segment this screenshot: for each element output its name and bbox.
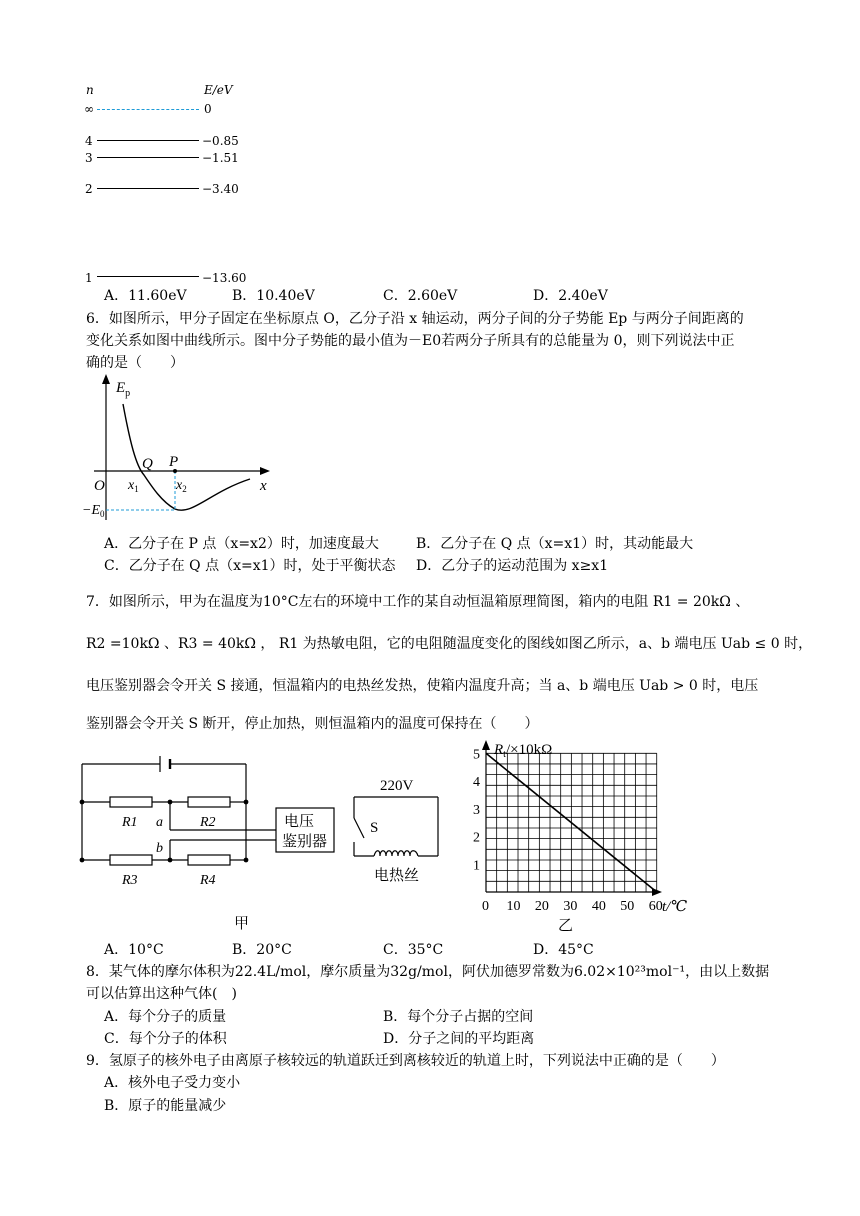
x-tick-label: 30 <box>563 899 578 914</box>
r3-label: R3 <box>122 873 138 888</box>
energy-axis-label: E/eV <box>204 83 233 97</box>
graph-y-arrow <box>482 740 490 750</box>
x-tick-label: 20 <box>534 899 549 914</box>
x1-label: $x_1$ <box>128 478 139 494</box>
option-letter: C． <box>383 942 408 958</box>
y-axis-label: $E_p$ <box>116 380 131 399</box>
x-tick-label: 10 <box>506 899 521 914</box>
option-text: 2.60eV <box>407 288 458 304</box>
level-line-2 <box>97 188 199 189</box>
level-line-4 <box>97 140 199 141</box>
option-text: 20°C <box>256 942 292 958</box>
point-p-label: P <box>169 454 179 470</box>
q7-option-d[interactable] <box>533 940 594 960</box>
r1-label: R1 <box>122 815 138 830</box>
q6-option-b[interactable]: B．乙分子在 Q 点（x=x1）时，其动能最大 <box>416 536 694 552</box>
n-axis-label: n <box>86 83 94 97</box>
option-letter: B． <box>232 942 257 958</box>
voltage-label: 220V <box>380 778 414 794</box>
circuit-caption: 甲 <box>234 916 250 932</box>
q8-option-d[interactable]: D．分子之间的平均距离 <box>383 1031 535 1047</box>
resistor-r1 <box>110 797 152 807</box>
q7-option-b[interactable] <box>232 940 292 960</box>
q9-stem: 9．氢原子的核外电子由离原子核较远的轨道跃迁到离核较近的轨道上时，下列说法中正确的是（ ） <box>86 1053 725 1069</box>
level-e-3: −1.51 <box>202 151 239 165</box>
level-e-2: −3.40 <box>202 182 239 196</box>
q5-option-b[interactable] <box>232 286 315 306</box>
q7-stem-line-2: R2 =10kΩ 、R3 = 40kΩ ， R1 为热敏电阻，它的电阻随温度变化的图线如图乙所示，a、b 端电压 Uab ≤ 0 时， <box>86 636 813 652</box>
q6-option-c[interactable]: C．乙分子在 Q 点（x=x1）时，处于平衡状态 <box>104 558 396 574</box>
heater-coil <box>374 851 418 856</box>
graph-y-label: $R_t/\times 10k\Omega$ <box>494 742 553 760</box>
level-e-4: −0.85 <box>202 134 239 148</box>
q7-stem-line-3: 电压鉴别器会令开关 S 接通，恒温箱内的电热丝发热，使箱内温度升高；当 a、b 端电压 Uab > 0 时，电压 <box>86 678 759 694</box>
q5-option-c[interactable] <box>383 286 457 306</box>
option-text: 35°C <box>407 942 444 958</box>
box-label-line-2: 鉴别器 <box>282 834 328 850</box>
r2-label: R2 <box>200 815 216 830</box>
x-axis-arrow <box>260 467 270 475</box>
q6-stem-line-3: 确的是（ ） <box>86 355 184 371</box>
graph-caption: 乙 <box>558 918 574 934</box>
level-e-inf: 0 <box>204 102 212 116</box>
q9-option-a[interactable]: A．核外电子受力变小 <box>104 1075 241 1091</box>
y-tick-label: 2 <box>473 830 480 846</box>
resistance-temperature-graph <box>466 736 706 936</box>
box-label-line-1: 电压 <box>284 814 315 830</box>
q8-option-a[interactable]: A．每个分子的质量 <box>104 1009 227 1025</box>
q6-stem-line-2: 变化关系如图中曲线所示。图中分子势能的最小值为－E0若两分子所具有的总能量为 0，则下列说法中正 <box>86 333 735 349</box>
resistor-r3 <box>110 855 152 865</box>
level-line-1 <box>97 276 199 277</box>
option-text: 10.40eV <box>256 288 315 304</box>
resistor-r4 <box>188 855 230 865</box>
point-q-label: Q <box>142 456 153 472</box>
x-axis-label: x <box>260 478 267 494</box>
point-b-label: b <box>156 841 163 856</box>
origin-label: O <box>94 478 105 494</box>
q7-option-a[interactable] <box>104 940 164 960</box>
level-line-3 <box>97 157 199 158</box>
y-tick-label: 4 <box>473 775 480 791</box>
potential-energy-graph <box>80 372 280 524</box>
y-tick-label: 1 <box>473 858 480 874</box>
thermostat-circuit <box>74 752 444 932</box>
option-text: 45°C <box>558 942 594 958</box>
q7-stem-line-1: 7．如图所示，甲为在温度为10°C左右的环境中工作的某自动恒温箱原理简图，箱内的电阻 R1 = 20kΩ 、 <box>86 594 750 610</box>
resistor-r2 <box>188 797 230 807</box>
level-n-3: 3 <box>85 151 93 165</box>
q8-option-b[interactable]: B．每个分子占据的空间 <box>383 1009 534 1025</box>
q7-option-c[interactable] <box>383 940 443 960</box>
level-n-2: 2 <box>85 182 93 196</box>
option-text: 2.40eV <box>558 288 608 304</box>
switch-label: S <box>370 820 379 836</box>
option-letter: B． <box>232 288 257 304</box>
x-tick-label: 50 <box>620 899 635 914</box>
x-tick-label: 40 <box>591 899 606 914</box>
q5-option-a[interactable] <box>104 286 187 306</box>
option-letter: A． <box>104 288 129 304</box>
level-e-1: −13.60 <box>202 271 247 285</box>
x-tick-label: 60 <box>648 899 663 914</box>
x-tick-label: 0 <box>482 899 489 914</box>
x2-label: $x_2$ <box>176 478 187 494</box>
option-letter: D． <box>533 288 559 304</box>
heater-label: 电热丝 <box>374 868 420 884</box>
graph-x-label: t/℃ <box>662 899 688 915</box>
r4-label: R4 <box>200 873 216 888</box>
q8-option-c[interactable]: C．每个分子的体积 <box>104 1031 227 1047</box>
q8-stem-line-2: 可以估算出这种气体( ) <box>86 986 237 1002</box>
option-letter: D． <box>533 942 559 958</box>
level-n-4: 4 <box>85 134 93 148</box>
q5-option-d[interactable] <box>533 286 608 306</box>
y-tick-label: 5 <box>473 747 480 763</box>
option-letter: C． <box>383 288 408 304</box>
y-axis-arrow <box>102 374 110 384</box>
option-text: 10°C <box>128 942 164 958</box>
q6-option-d[interactable]: D．乙分子的运动范围为 x≥x1 <box>416 558 609 574</box>
q9-option-b[interactable]: B．原子的能量减少 <box>104 1098 227 1114</box>
q6-option-a[interactable]: A．乙分子在 P 点（x=x2）时，加速度最大 <box>104 536 379 552</box>
level-line-inf <box>97 109 199 110</box>
y-tick-label: 3 <box>473 802 480 818</box>
point-a-label: a <box>156 815 163 830</box>
e0-label: $-E_0$ <box>82 503 105 519</box>
switch-blade <box>354 818 364 838</box>
option-letter: A． <box>104 942 129 958</box>
option-text: 11.60eV <box>128 288 187 304</box>
level-n-inf: ∞ <box>84 102 94 116</box>
q8-stem-line-1: 8．某气体的摩尔体积为22.4L/mol，摩尔质量为32g/mol，阿伏加德罗常数为6.02×10²³mol⁻¹，由以上数据 <box>86 964 770 980</box>
q7-stem-line-4: 鉴别器会令开关 S 断开，停止加热，则恒温箱内的温度可保持在（ ） <box>86 716 539 732</box>
level-n-1: 1 <box>85 271 93 285</box>
q6-stem-line-1: 6．如图所示，甲分子固定在坐标原点 O，乙分子沿 x 轴运动，两分子间的分子势能 Ep 与两分子间距离的 <box>86 311 744 327</box>
